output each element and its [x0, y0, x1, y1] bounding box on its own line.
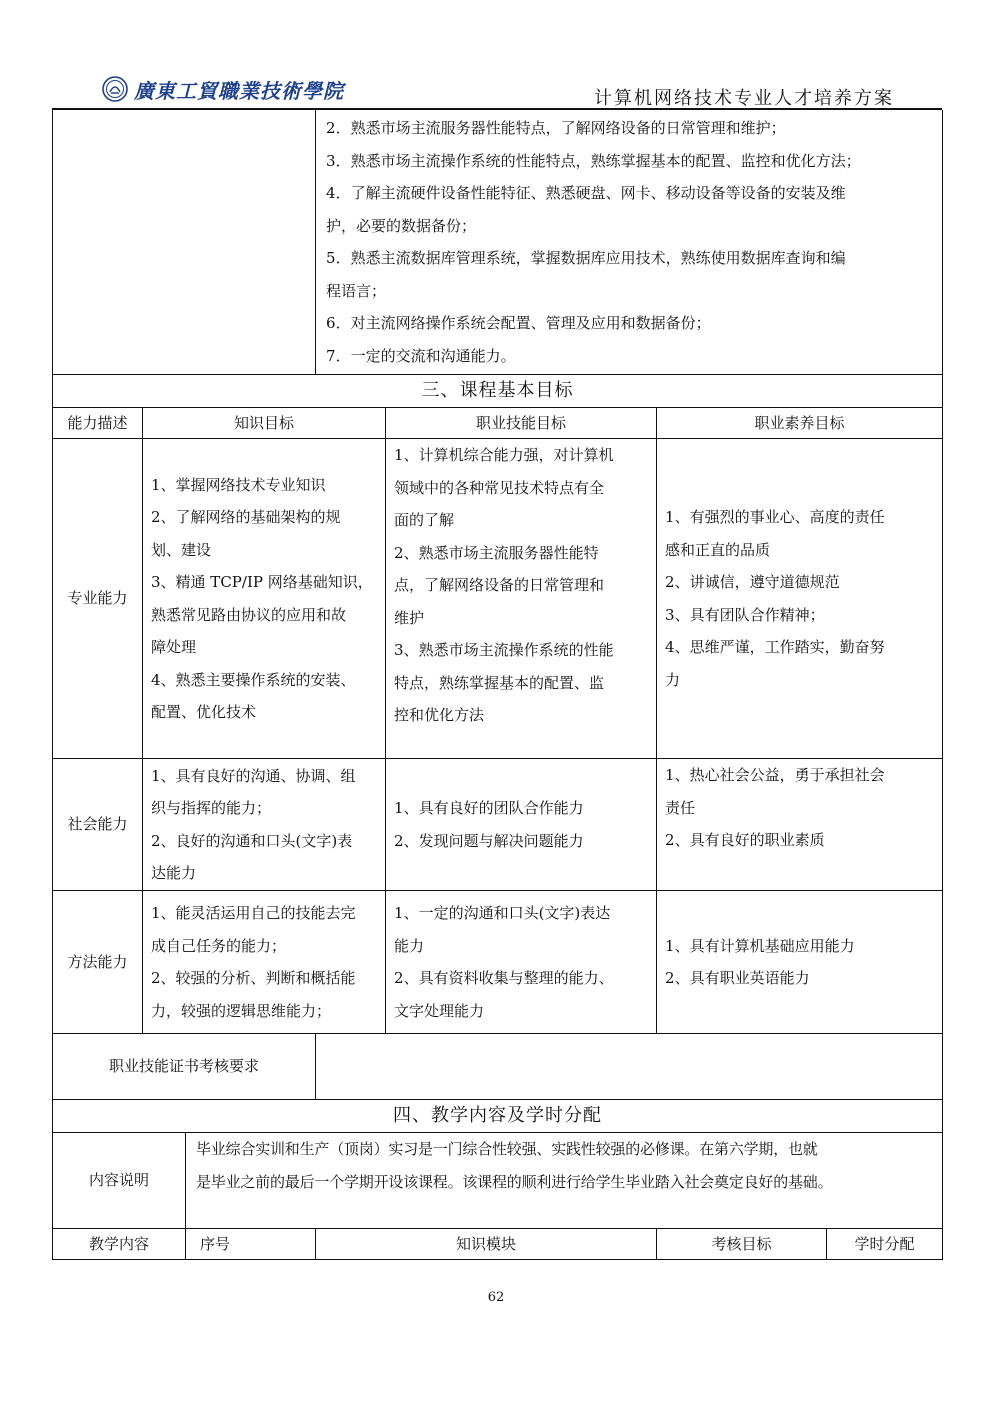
- description-line: 是毕业之前的最后一个学期开设该课程。该课程的顺利进行给学生毕业踏入社会奠定良好的基础。: [196, 1172, 833, 1191]
- cell-line: 熟悉常见路由协议的应用和故: [151, 605, 347, 624]
- cell-line: 织与指挥的能力；: [151, 799, 272, 817]
- page-header: [52, 74, 942, 110]
- cell-line: 2、发现问题与解决问题能力: [394, 831, 584, 850]
- top-block-row: [53, 110, 943, 375]
- top-item: 4．了解主流硬件设备性能特征、熟悉硬盘、网卡、移动设备等设备的安装及维: [326, 184, 846, 202]
- top-item: 3．熟悉市场主流操作系统的性能特点，熟练掌握基本的配置、监控和优化方法；: [326, 151, 861, 170]
- certificate-label: 职业技能证书考核要求: [53, 1034, 316, 1100]
- goals-header-row: [53, 408, 943, 439]
- description-line: 毕业综合实训和生产（顶岗）实习是一门综合性较强、实践性较强的必修课。在第六学期，也就: [196, 1140, 818, 1158]
- cell-line: 3、具有团队合作精神；: [665, 605, 825, 624]
- header-quality: 职业素养目标: [657, 408, 943, 439]
- cell-line: 点，了解网络设备的日常管理和: [394, 576, 605, 594]
- top-item: 护，必要的数据备份；: [326, 216, 477, 235]
- skills-cell: [386, 891, 657, 1034]
- syllabus-table: [52, 110, 943, 1260]
- description-label: 内容说明: [53, 1133, 186, 1229]
- cell-line: 4、思维严谨，工作踏实，勤奋努: [665, 638, 885, 656]
- knowledge-cell: [143, 439, 386, 759]
- header-skills: 职业技能目标: [386, 408, 657, 439]
- cell-line: 2、良好的沟通和口头(文字)表: [151, 831, 353, 850]
- cell-line: 2、讲诚信，遵守道德规范: [665, 573, 840, 591]
- goals-row-method: [53, 891, 943, 1034]
- cell-line: 障处理: [151, 638, 197, 656]
- school-emblem-icon: [102, 76, 128, 102]
- cell-line: 3、精通 TCP/IP 网络基础知识，: [151, 573, 373, 591]
- cell-line: 2、了解网络的基础架构的规: [151, 508, 341, 526]
- header-knowledge: 知识目标: [143, 408, 386, 439]
- cell-line: 1、掌握网络技术专业知识: [151, 475, 326, 494]
- knowledge-cell: [143, 759, 386, 891]
- top-block-content: [316, 110, 943, 375]
- cell-line: 责任: [665, 798, 696, 817]
- page-number: 62: [487, 1290, 505, 1305]
- cell-line: 2、具有资料收集与整理的能力、: [394, 969, 614, 987]
- section-3-title: 三、课程基本目标: [53, 375, 943, 408]
- school-name: 廣東工貿職業技術學院: [134, 78, 344, 103]
- document-title: 计算机网络技术专业人才培养方案: [594, 88, 894, 109]
- header-knowledge-module: 知识模块: [316, 1229, 657, 1260]
- cell-line: 达能力: [151, 864, 197, 882]
- header-seq-no: 序号: [186, 1229, 316, 1260]
- cell-line: 感和正直的品质: [665, 540, 771, 559]
- certificate-value: [316, 1034, 943, 1100]
- header-ability: 能力描述: [53, 408, 143, 439]
- top-item: 7．一定的交流和沟通能力。: [326, 346, 516, 365]
- cell-line: 面的了解: [394, 511, 455, 529]
- cell-line: 1、热心社会公益，勇于承担社会: [665, 766, 885, 784]
- cell-line: 3、熟悉市场主流操作系统的性能: [394, 641, 614, 659]
- cell-line: 特点，熟练掌握基本的配置、监: [394, 673, 605, 692]
- row-label: 方法能力: [53, 891, 143, 1034]
- cell-line: 1、能灵活运用自己的技能去完: [151, 904, 356, 922]
- cell-line: 2、熟悉市场主流服务器性能特: [394, 543, 599, 562]
- cell-line: 维护: [394, 608, 425, 627]
- goals-row-professional: [53, 439, 943, 759]
- certificate-row: [53, 1034, 943, 1100]
- header-hours: 学时分配: [827, 1229, 943, 1260]
- top-item: 2．熟悉市场主流服务器性能特点，了解网络设备的日常管理和维护；: [326, 119, 786, 137]
- teaching-header-row: [53, 1229, 943, 1260]
- header-teaching-content: 教学内容: [53, 1229, 186, 1260]
- cell-line: 1、具有良好的团队合作能力: [394, 799, 584, 817]
- top-item: 程语言；: [326, 281, 387, 300]
- goals-row-social: [53, 759, 943, 891]
- description-row: [53, 1133, 943, 1229]
- cell-line: 1、具有计算机基础应用能力: [665, 936, 855, 955]
- cell-line: 1、有强烈的事业心、高度的责任: [665, 508, 885, 526]
- cell-line: 1、一定的沟通和口头(文字)表达: [394, 904, 611, 922]
- cell-line: 控和优化方法: [394, 706, 485, 724]
- knowledge-cell: [143, 891, 386, 1034]
- school-logo: [102, 74, 344, 104]
- cell-line: 成自己任务的能力；: [151, 936, 287, 955]
- cell-line: 能力: [394, 936, 425, 955]
- cell-line: 划、建设: [151, 540, 212, 559]
- top-item: 6．对主流网络操作系统会配置、管理及应用和数据备份；: [326, 314, 711, 332]
- quality-cell: [657, 891, 943, 1034]
- skills-cell: [386, 759, 657, 891]
- quality-cell: [657, 439, 943, 759]
- cell-line: 1、具有良好的沟通、协调、组: [151, 766, 356, 785]
- row-label: 社会能力: [53, 759, 143, 891]
- cell-line: 4、熟悉主要操作系统的安装、: [151, 670, 356, 689]
- cell-line: 配置、优化技术: [151, 703, 257, 721]
- row-label: 专业能力: [53, 439, 143, 759]
- cell-line: 2、具有职业英语能力: [665, 969, 810, 987]
- cell-line: 力，较强的逻辑思维能力；: [151, 1001, 332, 1020]
- header-assessment-goal: 考核目标: [657, 1229, 827, 1260]
- cell-line: 2、具有良好的职业素质: [665, 831, 825, 849]
- section-4-title: 四、教学内容及学时分配: [53, 1100, 943, 1133]
- skills-cell: [386, 439, 657, 759]
- cell-line: 领域中的各种常见技术特点有全: [394, 478, 605, 497]
- cell-line: 2、较强的分析、判断和概括能: [151, 969, 356, 987]
- description-text: [186, 1133, 943, 1229]
- top-item: 5．熟悉主流数据库管理系统，掌握数据库应用技术，熟练使用数据库查询和编: [326, 249, 846, 267]
- cell-line: 文字处理能力: [394, 1001, 485, 1020]
- cell-line: 力: [665, 670, 681, 689]
- top-block-empty-cell: [53, 110, 316, 375]
- cell-line: 1、计算机综合能力强，对计算机: [394, 446, 614, 464]
- quality-cell: [657, 759, 943, 891]
